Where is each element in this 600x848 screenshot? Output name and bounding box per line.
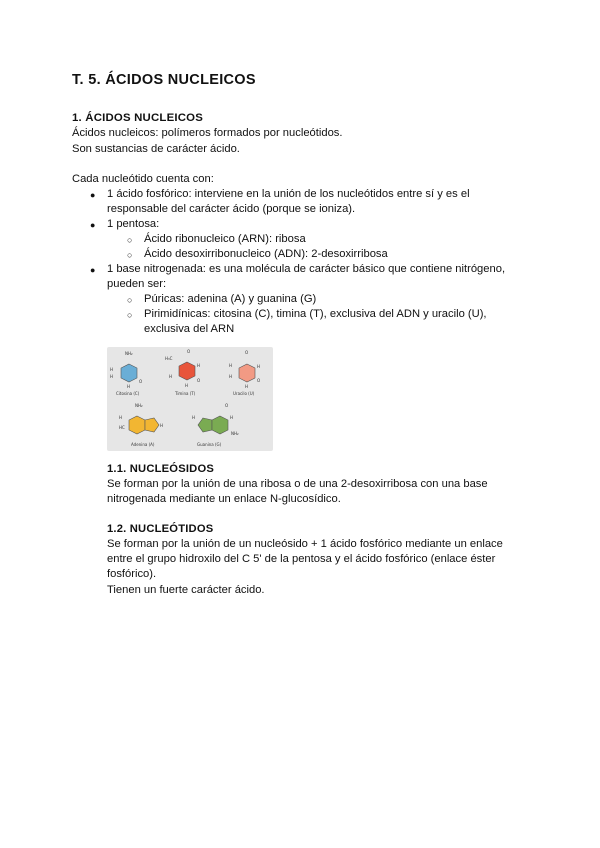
- svg-text:H: H: [110, 374, 114, 379]
- svg-text:H: H: [169, 374, 173, 379]
- svg-text:H: H: [160, 423, 164, 428]
- bullet-icon: ●: [90, 190, 96, 200]
- adenine-molecule: [119, 403, 163, 447]
- svg-text:NH₂: NH₂: [135, 403, 143, 408]
- base-label-t: Timina (T): [175, 391, 196, 396]
- svg-text:H: H: [119, 415, 123, 420]
- list-item: 1 ácido fosfórico: interviene en la unión de los nucleótidos entre sí y es el: [107, 188, 470, 200]
- sub-bullet-icon: ○: [127, 250, 133, 260]
- base-label-a: Adenina (A): [131, 442, 155, 447]
- svg-text:O: O: [139, 379, 143, 384]
- uracil-molecule: [229, 350, 260, 396]
- section-heading-nucleotidos: 1.2. NUCLEÓTIDOS: [107, 523, 214, 535]
- base-label-c: Citosina (C): [116, 391, 140, 396]
- paragraph-line: nitrogenada mediante un enlace N-glucosídico.: [107, 493, 341, 505]
- sub-list-item: Ácido ribonucleico (ARN): ribosa: [144, 233, 306, 245]
- svg-text:H: H: [229, 374, 233, 379]
- page-title: T. 5. ÁCIDOS NUCLEICOS: [72, 72, 256, 88]
- svg-text:O: O: [225, 403, 229, 408]
- base-label-g: Guanina (G): [197, 442, 222, 447]
- svg-text:H: H: [230, 415, 234, 420]
- sub-bullet-icon: ○: [127, 235, 133, 245]
- svg-text:H: H: [229, 363, 233, 368]
- sub-bullet-icon: ○: [127, 310, 133, 320]
- paragraph-line: Tienen un fuerte carácter ácido.: [107, 584, 265, 596]
- sub-list-item-continuation: exclusiva del ARN: [144, 323, 235, 335]
- svg-text:H: H: [110, 367, 114, 372]
- sub-list-item: Pirimidínicas: citosina (C), timina (T), exclusiva del ADN y uracilo (U),: [144, 308, 487, 320]
- bullet-icon: ●: [90, 220, 96, 230]
- svg-text:NH₂: NH₂: [125, 351, 133, 356]
- section-heading-nucleosidos: 1.1. NUCLEÓSIDOS: [107, 463, 215, 475]
- svg-text:H: H: [185, 383, 189, 388]
- sub-list-item: Púricas: adenina (A) y guanina (G): [144, 293, 317, 305]
- guanine-molecule: [192, 403, 239, 447]
- svg-text:O: O: [197, 378, 201, 383]
- list-item-continuation: responsable del carácter ácido (porque se ioniza).: [107, 203, 356, 215]
- sub-list-item: Ácido desoxirribonucleico (ADN): 2-desoxirribosa: [144, 248, 388, 260]
- svg-text:H: H: [197, 363, 201, 368]
- bullet-icon: ●: [90, 265, 96, 275]
- svg-text:H₃C: H₃C: [165, 356, 173, 361]
- svg-text:O: O: [245, 350, 249, 355]
- paragraph-line: entre el grupo hidroxilo del C 5' de la pentosa y el ácido fosfórico (enlace éster: [107, 553, 496, 565]
- list-item: 1 pentosa:: [107, 218, 160, 230]
- thymine-molecule: [165, 349, 200, 396]
- list-item: 1 base nitrogenada: es una molécula de carácter básico que contiene nitrógeno,: [107, 263, 506, 275]
- svg-text:NH₂: NH₂: [231, 431, 239, 436]
- paragraph-line: Se forman por la unión de un nucleósido + 1 ácido fosfórico mediante un enlace: [107, 538, 503, 550]
- svg-text:H: H: [245, 384, 249, 389]
- paragraph-line: Cada nucleótido cuenta con:: [72, 173, 214, 185]
- paragraph-line: Son sustancias de carácter ácido.: [72, 143, 240, 155]
- svg-text:HC: HC: [119, 425, 125, 430]
- section-heading-acidos-nucleicos: 1. ÁCIDOS NUCLEICOS: [72, 112, 204, 124]
- list-item-continuation: pueden ser:: [107, 278, 167, 290]
- sub-bullet-icon: ○: [127, 295, 133, 305]
- cytosine-molecule: [110, 351, 142, 396]
- svg-text:H: H: [192, 415, 196, 420]
- paragraph-line: Se forman por la unión de una ribosa o de una 2-desoxirribosa con una base: [107, 478, 488, 490]
- svg-text:H: H: [257, 364, 261, 369]
- svg-text:O: O: [187, 349, 191, 354]
- base-label-u: Uracilo (U): [233, 391, 255, 396]
- svg-text:H: H: [127, 384, 131, 389]
- svg-text:O: O: [257, 378, 261, 383]
- paragraph-line: Ácidos nucleicos: polímeros formados por nucleótidos.: [72, 127, 343, 139]
- paragraph-line: fosfórico).: [107, 568, 157, 580]
- nitrogenous-bases-figure: [107, 347, 273, 451]
- nitrogenous-bases-diagram: [107, 347, 273, 451]
